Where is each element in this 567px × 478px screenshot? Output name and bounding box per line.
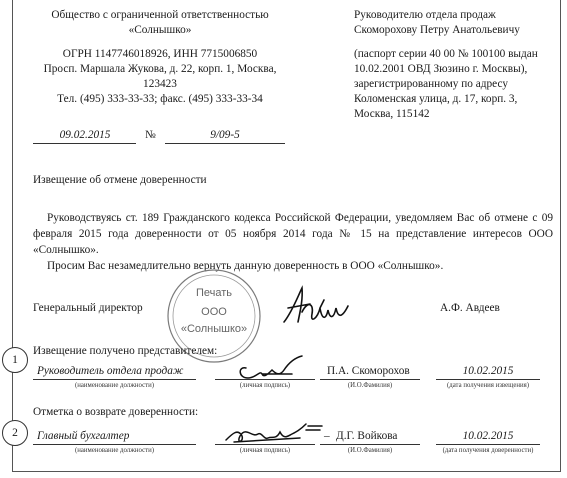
received-date-caption: (дата получения извещения) [446,382,530,389]
director-signature [278,282,358,332]
sender-phones: Тел. (495) 333-33-33; факс. (495) 333-33-34 [57,93,263,105]
received-position: Руководитель отдела продаж [37,365,184,377]
returned-name: Д.Г. Войкова [336,430,398,442]
sender-address-line2: 123423 [143,78,177,90]
doc-number-sign: № [145,129,156,141]
stamp-line2: ООО [201,306,227,318]
returned-date-caption: (дата получения доверенности) [442,447,534,454]
frame-bottom-border [12,471,561,472]
received-date: 10.02.2015 [462,365,514,377]
document-subject: Извещение об отмене доверенности [33,174,207,186]
received-name-underline [320,379,420,380]
returned-heading: Отметка о возврате доверенности: [33,406,199,418]
director-position: Генеральный директор [33,302,143,314]
frame-left-border [12,0,13,472]
received-name-caption: (И.О.Фамилия) [347,382,393,389]
received-position-caption: (наименование должности) [75,382,154,389]
doc-number: 9/09-5 [210,129,240,141]
recipient-line7: Москва, 115142 [354,108,430,120]
returned-position-underline [33,444,196,445]
returned-name-caption: (И.О.Фамилия) [347,447,393,454]
received-signature-underline [215,379,315,380]
returned-name-underline [320,444,420,445]
returned-date-underline [436,444,540,445]
doc-date-underline [33,143,136,144]
received-signature-caption: (личная подпись) [239,382,291,389]
marker-1: 1 [2,347,28,373]
received-name: П.А. Скоморохов [327,365,410,377]
recipient-line2: Скоморохову Петру Анатольевичу [354,24,520,36]
marker-2: 2 [2,420,28,446]
received-date-underline [436,379,540,380]
returned-signature-caption: (личная подпись) [239,447,291,454]
returned-position-caption: (наименование должности) [75,447,154,454]
sender-address-line1: Просп. Маршала Жукова, д. 22, корп. 1, Москва, [43,63,277,75]
returned-position: Главный бухгалтер [37,430,130,442]
stamp-line1: Печать [195,287,233,299]
sender-ids: ОГРН 1147746018926, ИНН 7715006850 [62,48,258,60]
doc-number-underline [165,143,285,144]
returned-dash: – [324,430,330,442]
received-heading: Извещение получено представителем: [33,345,218,357]
returned-signature-underline [215,444,315,445]
body-paragraph-2: Просим Вас незамедлительно вернуть данную доверенность в ООО «Солнышко». [47,260,444,272]
doc-date: 09.02.2015 [59,129,111,141]
director-name: А.Ф. Авдеев [440,302,500,314]
body-paragraph-1: Руководствуясь ст. 189 Гражданского кодекса Российской Федерации, уведомляем Вас об отмене с 09 февраля 2015 года доверенности от 05 ноября 2014 года № 15 на представление интересов ООО «Солнышко». [33,212,553,256]
director-signature-icon [278,282,358,332]
recipient-line3: (паспорт серии 40 00 № 100100 выдан [354,48,538,60]
received-position-underline [33,379,196,380]
stamp-line3: «Солнышко» [180,323,248,335]
frame-right-border [560,0,561,472]
recipient-line5: зарегистрированному по адресу [354,78,508,90]
recipient-line1: Руководителю отдела продаж [354,9,496,21]
sender-org-line2: «Солнышко» [128,24,192,36]
recipient-line4: 10.02.2001 ОВД Зюзино г. Москвы), [354,63,528,75]
returned-date: 10.02.2015 [462,430,514,442]
sender-org-line1: Общество с ограниченной ответственностью [51,9,269,21]
recipient-line6: Коломенская улица, д. 17, корп. 3, [354,93,518,105]
